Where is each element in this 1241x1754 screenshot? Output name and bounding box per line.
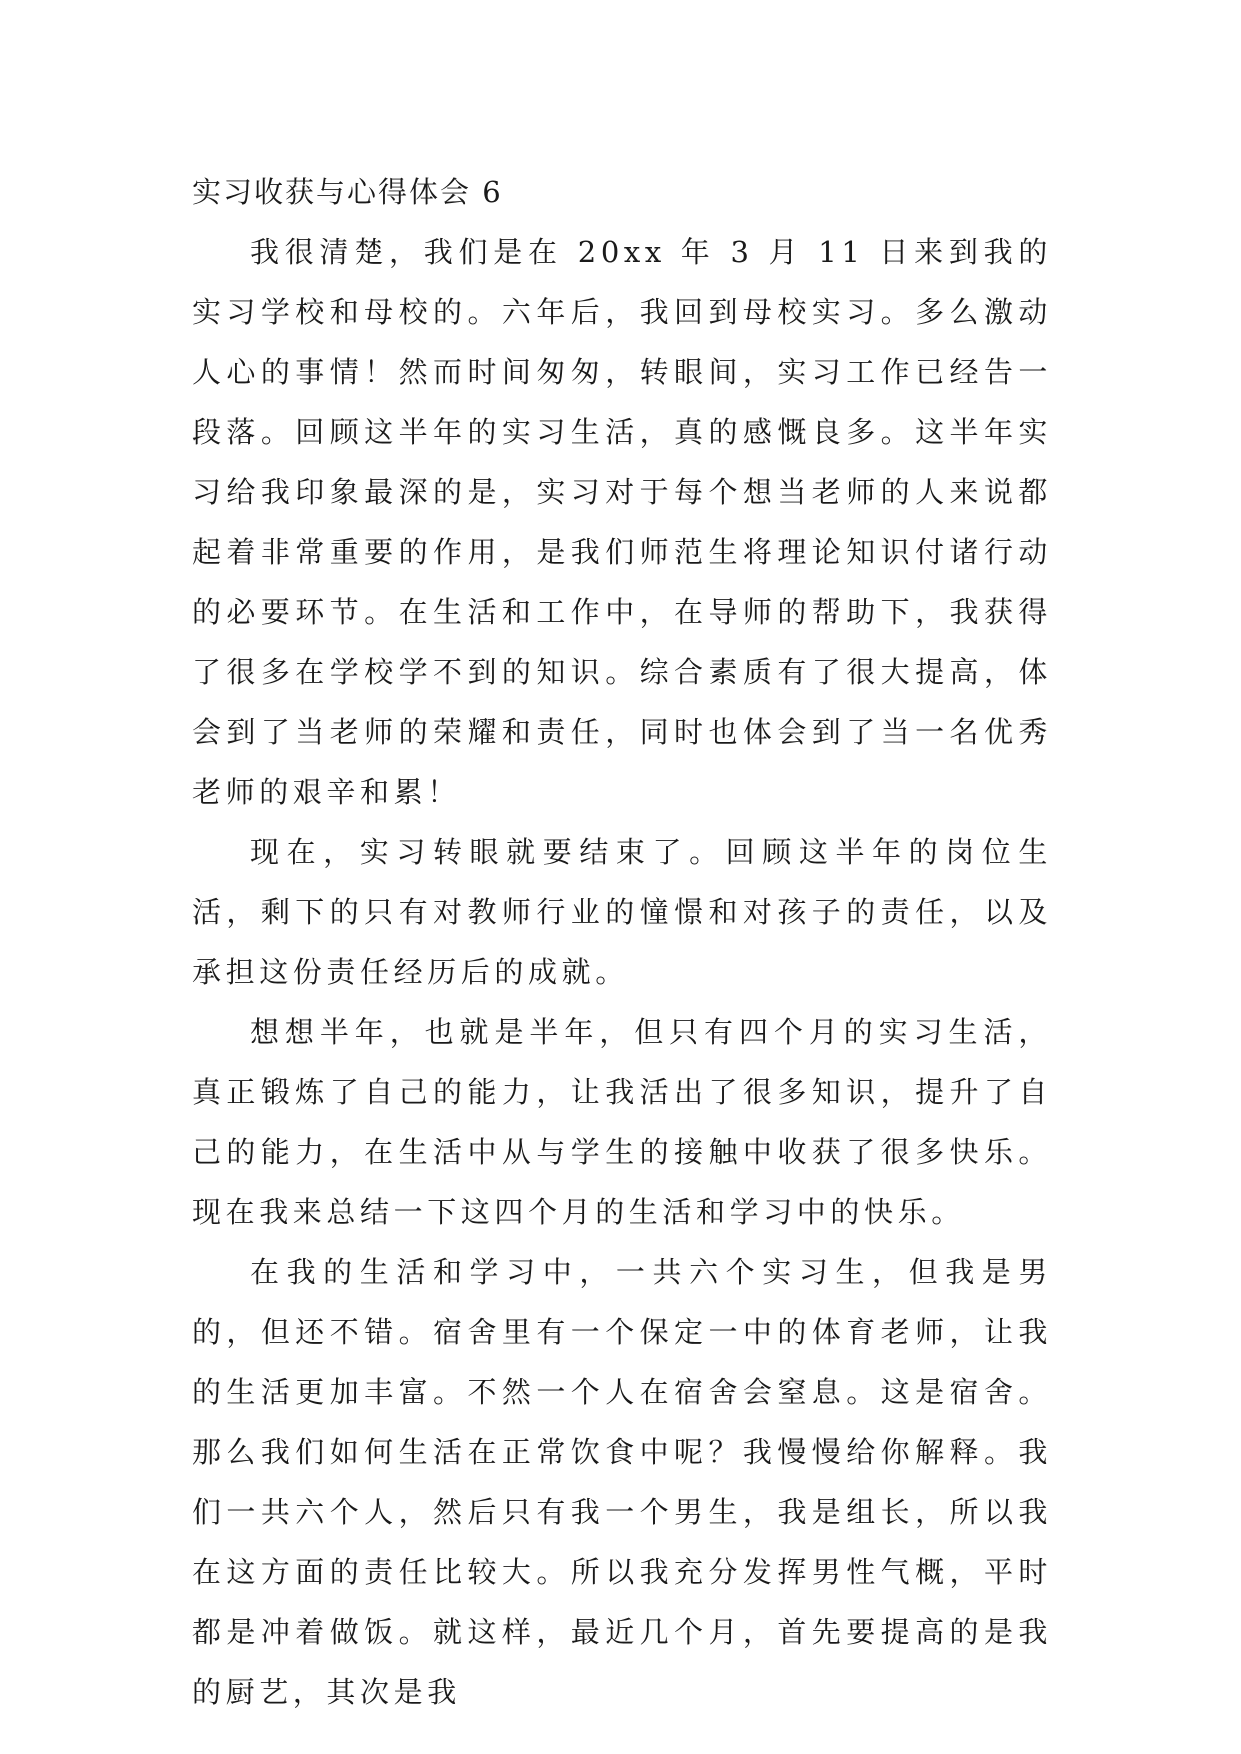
paragraph-2: 现在，实习转眼就要结束了。回顾这半年的岗位生活，剩下的只有对教师行业的憧憬和对孩子的责任，以及承担这份责任经历后的成就。 bbox=[192, 835, 1052, 989]
paragraph-4: 在我的生活和学习中，一共六个实习生，但我是男的，但还不错。宿舍里有一个保定一中的体育老师，让我的生活更加丰富。不然一个人在宿舍会窒息。这是宿舍。那么我们如何生活在正常饮食中呢？我慢慢给你解释。我们一共六个人，然后只有我一个男生，我是组长，所以我在这方面的责任比较大。所以我充分发挥男性气概，平时都是冲着做饭。就这样，最近几个月，首先要提高的是我的厨艺，其次是我 bbox=[192, 1255, 1052, 1709]
paragraph-1: 我很清楚，我们是在 20xx 年 3 月 11 日来到我的实习学校和母校的。六年后，我回到母校实习。多么激动人心的事情！然而时间匆匆，转眼间，实习工作已经告一段落。回顾这半年的实习生活，真的感慨良多。这半年实习给我印象最深的是，实习对于每个想当老师的人来说都起着非常重要的作用，是我们师范生将理论知识付诸行动的必要环节。在生活和工作中，在导师的帮助下，我获得了很多在学校学不到的知识。综合素质有了很大提高，体会到了当老师的荣耀和责任，同时也体会到了当一名优秀老师的艰辛和累！ bbox=[192, 235, 1052, 809]
paragraph-3: 想想半年，也就是半年，但只有四个月的实习生活，真正锻炼了自己的能力，让我活出了很多知识，提升了自己的能力，在生活中从与学生的接触中收获了很多快乐。现在我来总结一下这四个月的生活和学习中的快乐。 bbox=[192, 1015, 1052, 1229]
document-body bbox=[192, 162, 1052, 1722]
document-title: 实习收获与心得体会 6 bbox=[192, 175, 503, 209]
